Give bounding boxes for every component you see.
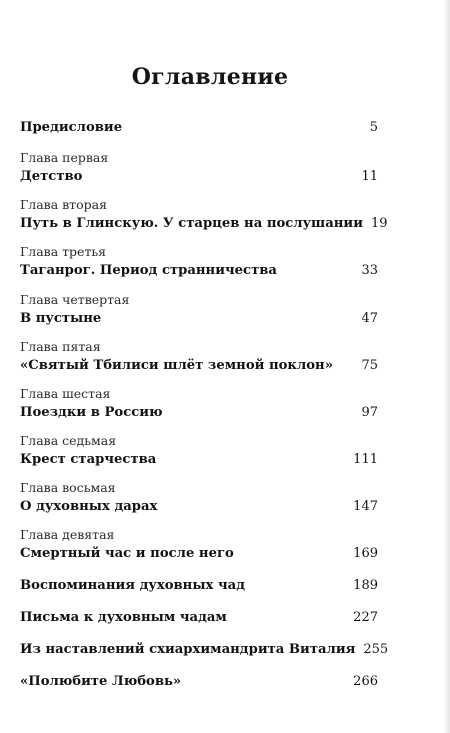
entry-title: Крест старчества [20,452,157,467]
entry-page-number: 75 [361,358,378,373]
toc-entry-instructions [20,640,389,660]
toc-line [20,261,378,281]
entry-title: Предисловие [20,120,123,135]
entry-page-number: 5 [369,120,378,135]
page-edge-shadow [444,0,450,733]
toc-entry-chapter-3 [20,243,378,281]
toc-entry-love [20,672,378,692]
toc-line [20,309,378,329]
entry-page-number: 111 [353,452,378,467]
toc-entry-chapter-8 [20,479,378,517]
toc-line [20,167,378,187]
entry-page-number: 47 [361,311,378,326]
toc-line [20,497,378,517]
chapter-label: Глава девятая [20,527,115,542]
toc-line [20,544,378,564]
entry-title: «Полюбите Любовь» [20,674,182,689]
entry-page-number: 33 [361,263,378,278]
entry-page-number: 189 [353,578,378,593]
toc-line [20,450,378,470]
entry-title: Воспоминания духовных чад [20,578,245,593]
chapter-label: Глава первая [20,150,109,165]
chapter-label: Глава седьмая [20,433,117,448]
entry-title: Смертный час и после него [20,546,234,561]
toc-line [20,214,388,234]
entry-page-number: 147 [353,499,378,514]
toc-line [20,608,378,628]
entry-page-number: 19 [371,216,388,231]
chapter-label: Глава восьмая [20,480,116,495]
toc-entry-chapter-5 [20,338,378,376]
page-title: Оглавление [131,64,289,90]
entry-page-number: 266 [353,674,378,689]
entry-title: Поездки в Россию [20,405,163,420]
toc-line [20,640,389,660]
entry-title: «Святый Тбилиси шлёт земной поклон» [20,358,333,373]
entry-page-number: 11 [361,169,378,184]
entry-title: Детство [20,169,83,184]
toc-entry-chapter-9 [20,526,378,564]
toc-entry-chapter-1 [20,149,378,187]
toc-entry-chapter-2 [20,196,388,234]
toc-entry-memoirs [20,576,378,596]
entry-title: Из наставлений схиархимандрита Виталия [20,642,356,657]
chapter-label: Глава вторая [20,197,107,212]
toc-entry-chapter-6 [20,385,378,423]
toc-line [20,403,378,423]
entry-title: Письма к духовным чадам [20,610,227,625]
entry-page-number: 97 [361,405,378,420]
toc-line [20,356,378,376]
chapter-label: Глава пятая [20,339,101,354]
chapter-label: Глава четвертая [20,292,130,307]
chapter-label: Глава шестая [20,386,111,401]
toc-entry-letters [20,608,378,628]
entry-title: В пустыне [20,311,102,326]
entry-title: Путь в Глинскую. У старцев на послушании [20,216,363,231]
toc-entry-chapter-4 [20,291,378,329]
toc-entry-preface [20,118,378,138]
entry-title: О духовных дарах [20,499,158,514]
entry-title: Таганрог. Период странничества [20,263,277,278]
entry-page-number: 255 [363,642,389,657]
toc-line [20,576,378,596]
chapter-label: Глава третья [20,244,107,259]
entry-page-number: 169 [353,546,378,561]
toc-line [20,118,378,138]
toc-line [20,672,378,692]
table-of-contents [20,118,389,692]
entry-page-number: 227 [353,610,378,625]
toc-entry-chapter-7 [20,432,378,470]
